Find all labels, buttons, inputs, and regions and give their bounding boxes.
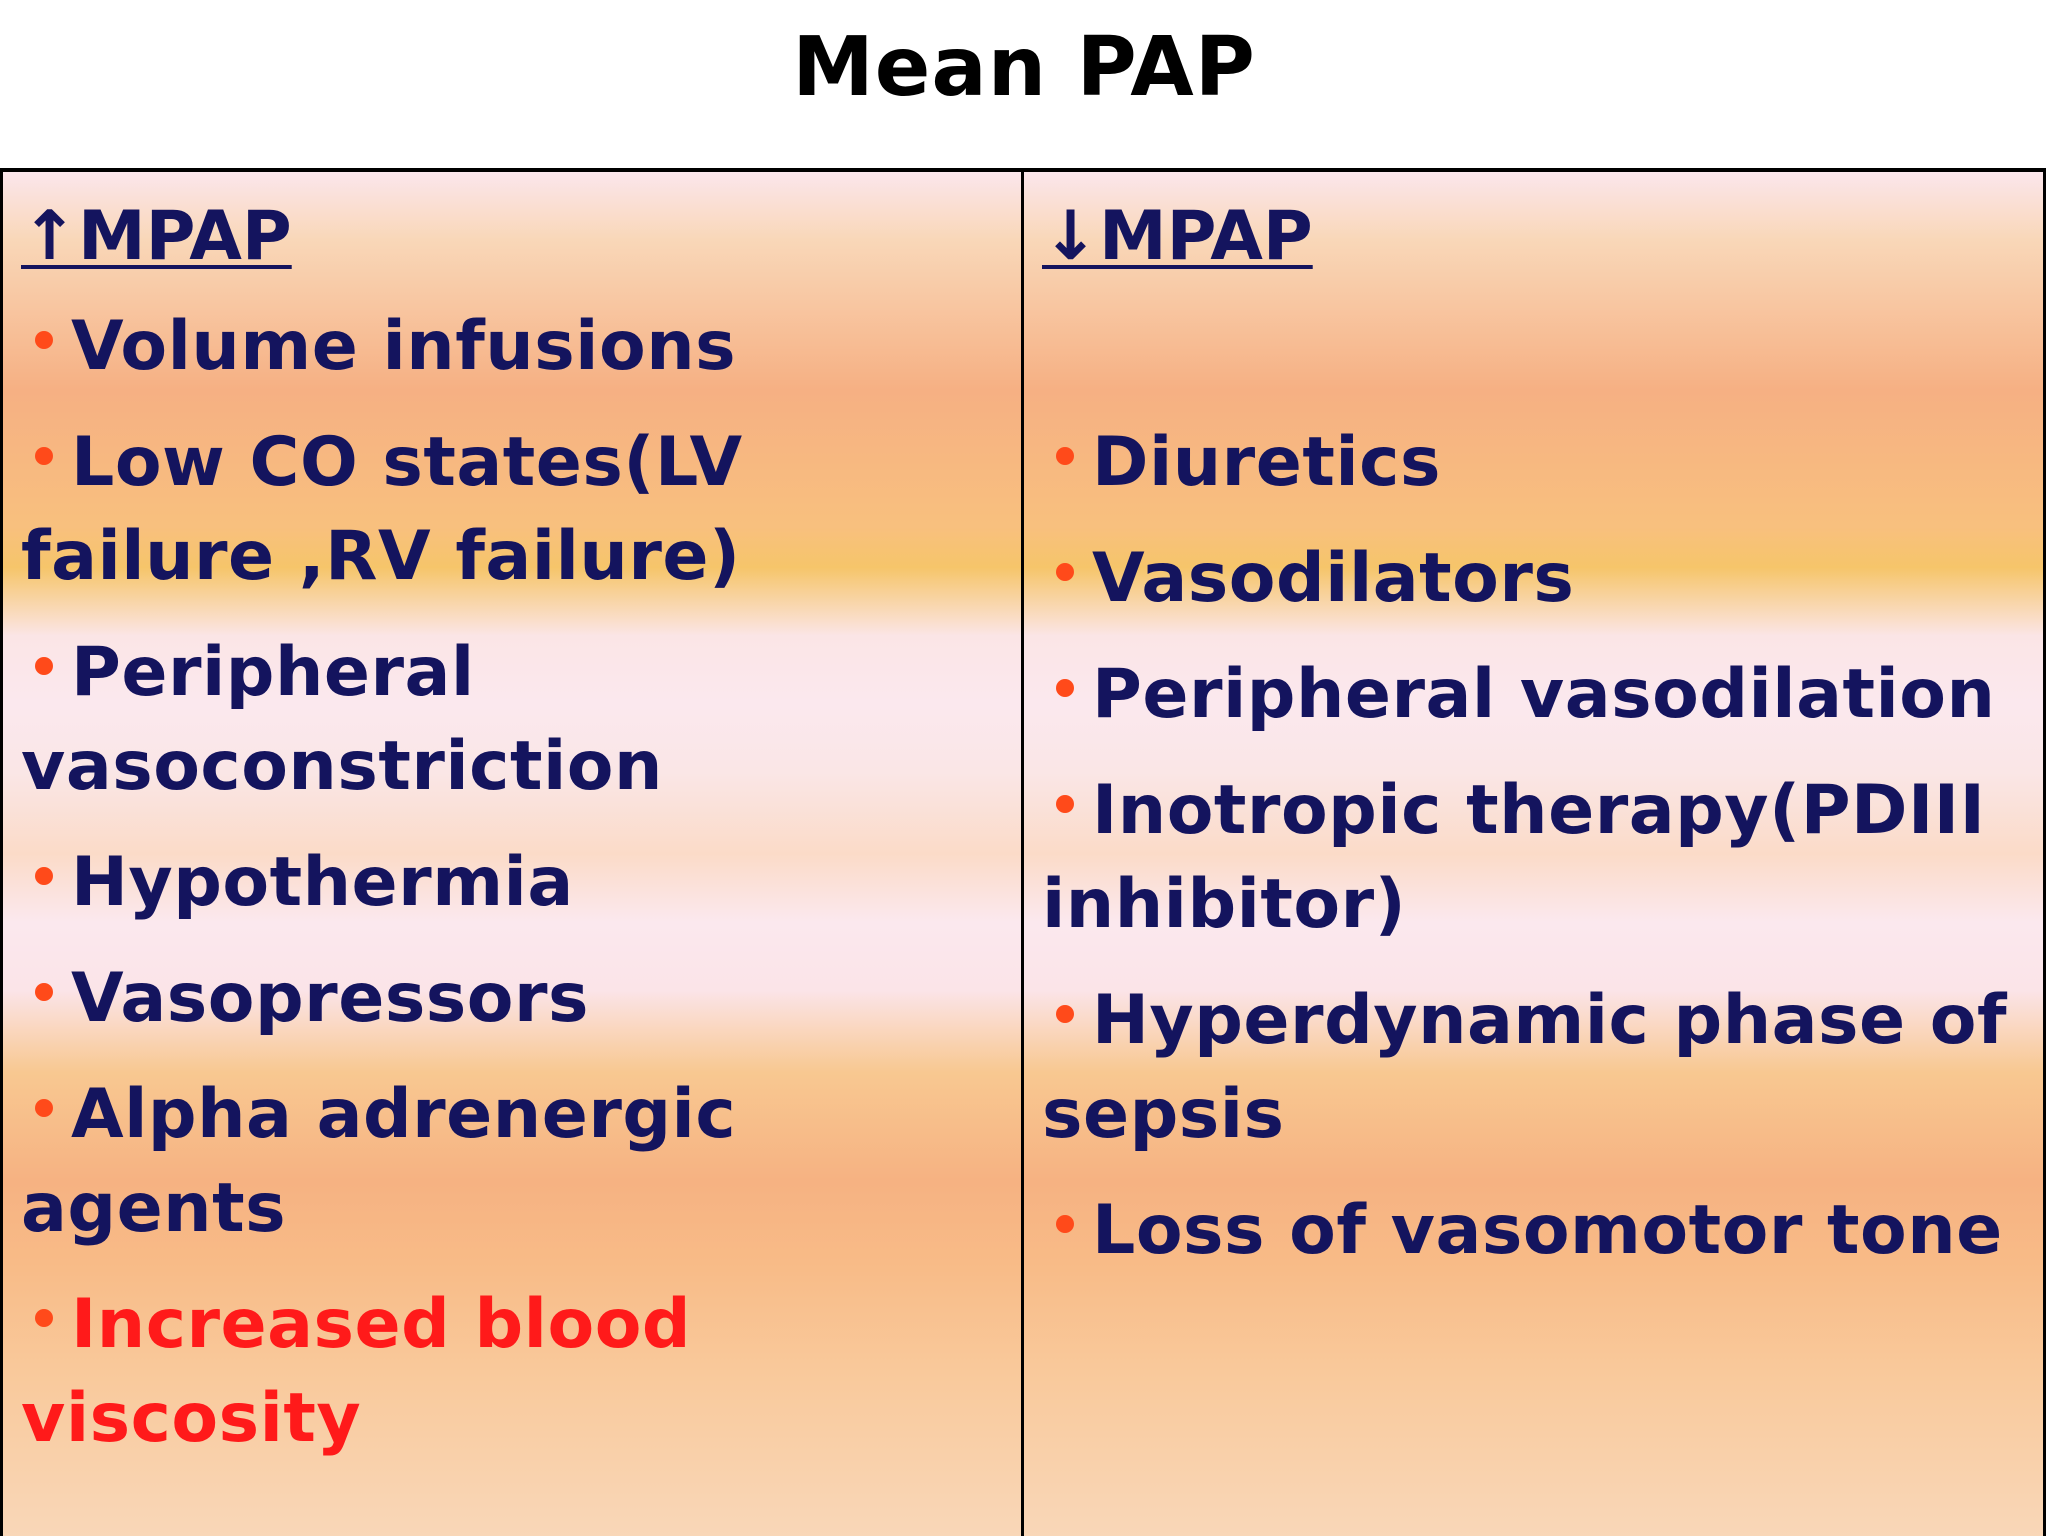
bullet-icon bbox=[35, 983, 53, 1001]
list-item-text: Vasopressors bbox=[71, 959, 589, 1038]
bullet-icon bbox=[35, 331, 53, 349]
list-item-highlighted bbox=[21, 1278, 1015, 1466]
decrease-column bbox=[1024, 172, 2043, 1536]
bullet-icon bbox=[35, 1099, 53, 1117]
bullet-icon bbox=[1056, 1005, 1074, 1023]
list-item bbox=[1042, 648, 2033, 742]
list-item bbox=[21, 300, 1015, 394]
blank-row bbox=[1042, 300, 2033, 394]
bullet-icon bbox=[35, 447, 53, 465]
list-item bbox=[21, 836, 1015, 930]
list-item-text: Alpha adrenergic agents bbox=[21, 1075, 737, 1248]
comparison-table bbox=[0, 168, 2046, 1536]
list-item bbox=[21, 1068, 1015, 1256]
list-item-text: Loss of vasomotor tone bbox=[1092, 1191, 2003, 1270]
list-item-text: Peripheral vasoconstriction bbox=[21, 633, 663, 806]
bullet-icon bbox=[1056, 795, 1074, 813]
list-item bbox=[1042, 1184, 2033, 1278]
bullet-icon bbox=[1056, 563, 1074, 581]
decrease-heading: ↓MPAP bbox=[1042, 197, 1313, 276]
list-item bbox=[1042, 416, 2033, 510]
bullet-icon bbox=[35, 867, 53, 885]
increase-column bbox=[3, 172, 1024, 1536]
list-item-text: Diuretics bbox=[1092, 423, 1441, 502]
list-item bbox=[1042, 974, 2033, 1162]
list-item-text: Vasodilators bbox=[1092, 539, 1575, 618]
list-item-text: Increased blood viscosity bbox=[21, 1285, 692, 1458]
list-item bbox=[21, 952, 1015, 1046]
list-item bbox=[1042, 764, 2033, 952]
list-item-text: Hyperdynamic phase of sepsis bbox=[1042, 981, 2008, 1154]
bullet-icon bbox=[1056, 447, 1074, 465]
slide-title: Mean PAP bbox=[792, 20, 1256, 115]
list-item-text: Inotropic therapy(PDIII inhibitor) bbox=[1042, 771, 1986, 944]
bullet-icon bbox=[1056, 679, 1074, 697]
list-item bbox=[1042, 532, 2033, 626]
list-item-text: Peripheral vasodilation bbox=[1092, 655, 1996, 734]
list-item-text: Volume infusions bbox=[71, 307, 737, 386]
list-item bbox=[21, 626, 1015, 814]
bullet-icon bbox=[35, 657, 53, 675]
list-item bbox=[21, 416, 1015, 604]
bullet-icon bbox=[1056, 1215, 1074, 1233]
list-item-text: Hypothermia bbox=[71, 843, 574, 922]
increase-heading: ↑MPAP bbox=[21, 197, 292, 276]
list-item-text: Low CO states(LV failure ,RV failure) bbox=[21, 423, 743, 596]
bullet-icon bbox=[35, 1309, 53, 1327]
